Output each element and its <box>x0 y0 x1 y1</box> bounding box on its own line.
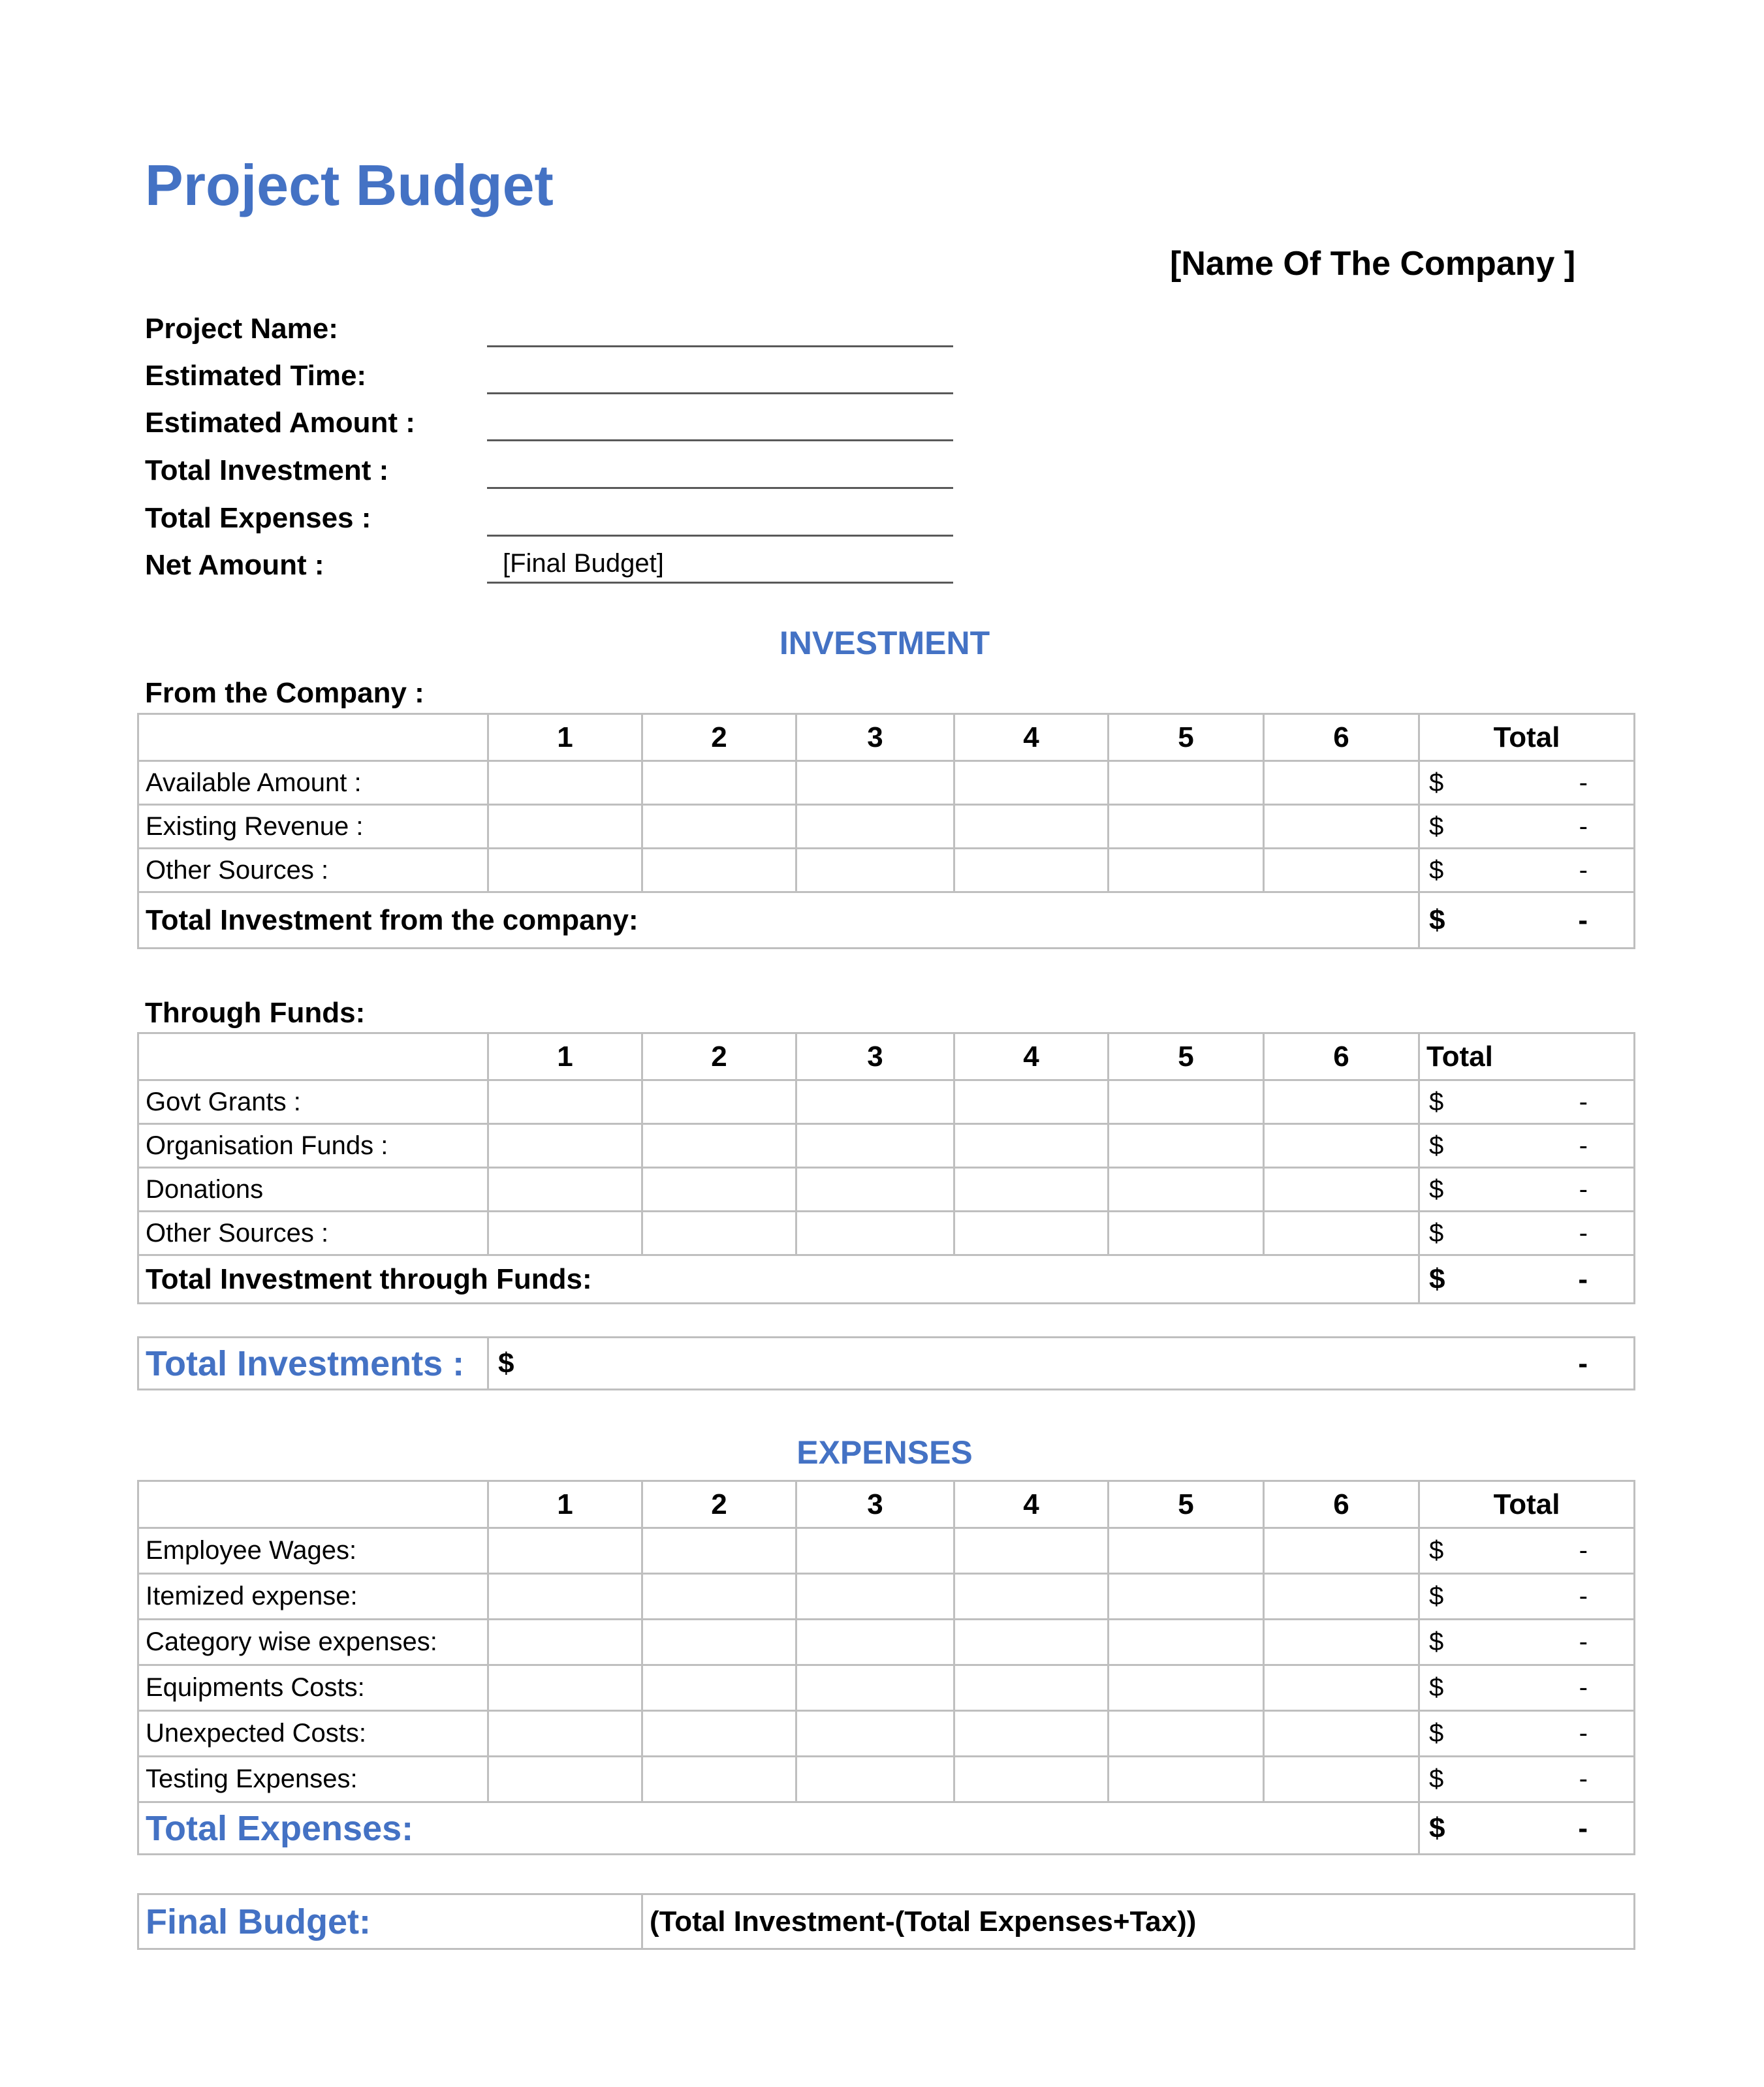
input-cell[interactable] <box>954 1124 1109 1168</box>
input-cell[interactable] <box>488 805 642 849</box>
row-total-cell <box>1419 849 1635 892</box>
total-investments-value: - <box>1578 1347 1588 1379</box>
input-cell[interactable] <box>1264 1212 1419 1255</box>
row-total-cell <box>1419 1080 1635 1124</box>
column-header-total: Total <box>1419 1033 1635 1080</box>
input-cell[interactable] <box>488 849 642 892</box>
input-cell[interactable] <box>1264 1528 1419 1574</box>
row-label: Equipments Costs: <box>138 1665 488 1711</box>
table-row <box>138 1528 1635 1574</box>
input-cell[interactable] <box>488 1665 642 1711</box>
expenses-table <box>137 1480 1635 1855</box>
row-total-value: - <box>1579 1174 1588 1204</box>
input-cell[interactable] <box>954 1080 1109 1124</box>
input-cell[interactable] <box>488 1080 642 1124</box>
currency-symbol: $ <box>1429 855 1444 885</box>
row-total-value: - <box>1579 1218 1588 1247</box>
input-cell[interactable] <box>796 1528 954 1574</box>
row-total-cell <box>1419 1620 1635 1665</box>
input-cell[interactable] <box>488 1168 642 1212</box>
input-cell[interactable] <box>1264 1757 1419 1802</box>
input-cell[interactable] <box>954 1168 1109 1212</box>
total-investments-label: Total Investments : <box>138 1338 488 1390</box>
input-cell[interactable] <box>642 805 796 849</box>
total-value: - <box>1578 1812 1588 1844</box>
net-amount-value[interactable]: [Final Budget] <box>503 549 664 578</box>
column-header-1: 1 <box>488 1481 642 1528</box>
currency-symbol: $ <box>1429 1218 1444 1247</box>
input-cell[interactable] <box>954 1528 1109 1574</box>
currency-symbol: $ <box>1429 1131 1444 1160</box>
table-row <box>138 1212 1635 1255</box>
row-label: Itemized expense: <box>138 1574 488 1620</box>
currency-symbol: $ <box>1429 1087 1444 1116</box>
row-label: Other Sources : <box>138 1212 488 1255</box>
input-cell[interactable] <box>642 1665 796 1711</box>
table-row <box>138 1574 1635 1620</box>
row-label: Donations <box>138 1168 488 1212</box>
input-cell[interactable] <box>796 1757 954 1802</box>
input-cell[interactable] <box>796 805 954 849</box>
input-cell[interactable] <box>642 849 796 892</box>
row-total-cell <box>1419 805 1635 849</box>
input-cell[interactable] <box>488 1620 642 1665</box>
final-budget-row <box>138 1894 1635 1949</box>
table-row <box>138 1757 1635 1802</box>
input-cell[interactable] <box>1264 1711 1419 1757</box>
row-total-value: - <box>1579 1719 1588 1748</box>
input-cell[interactable] <box>642 1711 796 1757</box>
input-cell[interactable] <box>488 1124 642 1168</box>
estimated-time-label: Estimated Time: <box>145 360 367 392</box>
currency-symbol: $ <box>1429 1812 1445 1844</box>
table-row <box>138 1665 1635 1711</box>
row-total-value: - <box>1579 768 1588 797</box>
total-investments-row <box>138 1338 1635 1390</box>
column-header-5: 5 <box>1109 714 1264 761</box>
input-cell[interactable] <box>954 761 1109 805</box>
input-cell[interactable] <box>488 1212 642 1255</box>
row-label: Existing Revenue : <box>138 805 488 849</box>
row-total-cell <box>1419 1124 1635 1168</box>
company-investment-table <box>137 713 1635 949</box>
row-total-cell <box>1419 1711 1635 1757</box>
row-total-cell <box>1419 761 1635 805</box>
row-label: Category wise expenses: <box>138 1620 488 1665</box>
input-cell[interactable] <box>954 1574 1109 1620</box>
input-cell[interactable] <box>954 1212 1109 1255</box>
total-investments-cell <box>488 1338 1635 1390</box>
column-header-2: 2 <box>642 1033 796 1080</box>
company-name[interactable]: [Name Of The Company ] <box>1170 245 1576 283</box>
table-row <box>138 1711 1635 1757</box>
row-total-cell <box>1419 1665 1635 1711</box>
input-cell[interactable] <box>642 1620 796 1665</box>
input-cell[interactable] <box>1264 1168 1419 1212</box>
input-cell[interactable] <box>488 1574 642 1620</box>
row-total-cell <box>1419 1168 1635 1212</box>
total-expenses-label: Total Expenses: <box>138 1802 1419 1855</box>
input-cell[interactable] <box>796 1124 954 1168</box>
input-cell[interactable] <box>1109 1711 1264 1757</box>
input-cell[interactable] <box>642 1080 796 1124</box>
input-cell[interactable] <box>488 1528 642 1574</box>
input-cell[interactable] <box>954 1711 1109 1757</box>
input-cell[interactable] <box>1264 1080 1419 1124</box>
through-funds-label: Through Funds: <box>145 997 366 1029</box>
input-cell[interactable] <box>796 1620 954 1665</box>
table-total-row <box>138 1255 1635 1304</box>
input-cell[interactable] <box>796 1711 954 1757</box>
header-blank-cell <box>138 1481 488 1528</box>
input-cell[interactable] <box>954 1665 1109 1711</box>
row-total-value: - <box>1579 1087 1588 1116</box>
input-cell[interactable] <box>1109 1665 1264 1711</box>
currency-symbol: $ <box>1429 1174 1444 1204</box>
column-header-4: 4 <box>954 714 1109 761</box>
column-header-2: 2 <box>642 714 796 761</box>
final-budget-label: Final Budget: <box>138 1894 642 1949</box>
table-total-row <box>138 1802 1635 1855</box>
table-row <box>138 805 1635 849</box>
final-budget-table <box>137 1893 1635 1950</box>
column-header-6: 6 <box>1264 1033 1419 1080</box>
row-label: Unexpected Costs: <box>138 1711 488 1757</box>
row-total-value: - <box>1579 1627 1588 1656</box>
input-cell[interactable] <box>1109 849 1264 892</box>
input-cell[interactable] <box>1109 1620 1264 1665</box>
input-cell[interactable] <box>796 1212 954 1255</box>
input-cell[interactable] <box>488 761 642 805</box>
input-cell[interactable] <box>642 1124 796 1168</box>
table-header-row <box>138 1481 1635 1528</box>
input-cell[interactable] <box>642 1757 796 1802</box>
input-cell[interactable] <box>1264 761 1419 805</box>
input-cell[interactable] <box>1109 1574 1264 1620</box>
total-investments-table <box>137 1336 1635 1390</box>
row-total-cell <box>1419 1574 1635 1620</box>
header-blank-cell <box>138 714 488 761</box>
column-header-3: 3 <box>796 1033 954 1080</box>
row-label: Available Amount : <box>138 761 488 805</box>
net-amount-field[interactable] <box>487 582 953 584</box>
total-expenses-field[interactable] <box>487 535 953 537</box>
input-cell[interactable] <box>642 1574 796 1620</box>
table-total-row <box>138 892 1635 949</box>
input-cell[interactable] <box>796 1168 954 1212</box>
table-row <box>138 1080 1635 1124</box>
total-value: - <box>1578 1263 1588 1295</box>
currency-symbol: $ <box>1429 903 1445 936</box>
final-budget-formula[interactable]: (Total Investment-(Total Expenses+Tax)) <box>642 1894 1635 1949</box>
estimated-time-field[interactable] <box>487 392 953 394</box>
input-cell[interactable] <box>488 1757 642 1802</box>
input-cell[interactable] <box>1109 1757 1264 1802</box>
input-cell[interactable] <box>1109 805 1264 849</box>
currency-symbol: $ <box>1429 1765 1444 1793</box>
row-total-cell <box>1419 1212 1635 1255</box>
row-total-value: - <box>1579 1536 1588 1565</box>
column-header-4: 4 <box>954 1033 1109 1080</box>
table-row <box>138 761 1635 805</box>
funds-investment-table <box>137 1032 1635 1304</box>
table-row <box>138 849 1635 892</box>
column-header-1: 1 <box>488 714 642 761</box>
row-total-value: - <box>1579 811 1588 841</box>
column-header-total: Total <box>1419 1481 1635 1528</box>
table-header-row <box>138 714 1635 761</box>
project-name-label: Project Name: <box>145 313 338 345</box>
input-cell[interactable] <box>1264 1124 1419 1168</box>
input-cell[interactable] <box>1264 1620 1419 1665</box>
currency-symbol: $ <box>1429 768 1444 797</box>
currency-symbol: $ <box>1429 1582 1444 1610</box>
input-cell[interactable] <box>642 1212 796 1255</box>
currency-symbol: $ <box>1429 1536 1444 1565</box>
input-cell[interactable] <box>642 1528 796 1574</box>
column-header-6: 6 <box>1264 1481 1419 1528</box>
total-label: Total Investment through Funds: <box>138 1255 1419 1304</box>
input-cell[interactable] <box>796 1080 954 1124</box>
column-header-1: 1 <box>488 1033 642 1080</box>
currency-symbol: $ <box>1429 811 1444 841</box>
row-label: Employee Wages: <box>138 1528 488 1574</box>
input-cell[interactable] <box>488 1711 642 1757</box>
total-cell <box>1419 1255 1635 1304</box>
row-label: Govt Grants : <box>138 1080 488 1124</box>
investment-heading: INVESTMENT <box>779 625 990 661</box>
input-cell[interactable] <box>642 1168 796 1212</box>
row-total-cell <box>1419 1757 1635 1802</box>
total-investment-field[interactable] <box>487 487 953 489</box>
column-header-3: 3 <box>796 714 954 761</box>
total-cell <box>1419 892 1635 949</box>
input-cell[interactable] <box>1109 1080 1264 1124</box>
column-header-6: 6 <box>1264 714 1419 761</box>
estimated-amount-field[interactable] <box>487 439 953 441</box>
row-total-value: - <box>1579 1131 1588 1160</box>
input-cell[interactable] <box>954 805 1109 849</box>
row-label: Other Sources : <box>138 849 488 892</box>
row-total-value: - <box>1579 1582 1588 1610</box>
table-row <box>138 1620 1635 1665</box>
column-header-5: 5 <box>1109 1033 1264 1080</box>
column-header-5: 5 <box>1109 1481 1264 1528</box>
currency-symbol: $ <box>1429 1263 1445 1295</box>
input-cell[interactable] <box>1109 1528 1264 1574</box>
table-row <box>138 1124 1635 1168</box>
input-cell[interactable] <box>796 849 954 892</box>
column-header-2: 2 <box>642 1481 796 1528</box>
column-header-3: 3 <box>796 1481 954 1528</box>
net-amount-label: Net Amount : <box>145 549 324 581</box>
total-cell <box>1419 1802 1635 1855</box>
estimated-amount-label: Estimated Amount : <box>145 407 415 439</box>
input-cell[interactable] <box>796 1574 954 1620</box>
input-cell[interactable] <box>1109 761 1264 805</box>
total-expenses-label: Total Expenses : <box>145 502 371 534</box>
input-cell[interactable] <box>1109 1168 1264 1212</box>
currency-symbol: $ <box>1429 1627 1444 1656</box>
input-cell[interactable] <box>1264 1574 1419 1620</box>
row-total-value: - <box>1579 855 1588 885</box>
input-cell[interactable] <box>1264 805 1419 849</box>
input-cell[interactable] <box>796 761 954 805</box>
currency-symbol: $ <box>1429 1719 1444 1748</box>
row-total-value: - <box>1579 1673 1588 1702</box>
input-cell[interactable] <box>796 1665 954 1711</box>
input-cell[interactable] <box>954 849 1109 892</box>
input-cell[interactable] <box>1264 1665 1419 1711</box>
row-total-value: - <box>1579 1765 1588 1793</box>
from-company-label: From the Company : <box>145 677 424 709</box>
column-header-4: 4 <box>954 1481 1109 1528</box>
project-name-field[interactable] <box>487 345 953 347</box>
header-blank-cell <box>138 1033 488 1080</box>
row-label: Organisation Funds : <box>138 1124 488 1168</box>
input-cell[interactable] <box>1109 1212 1264 1255</box>
column-header-total: Total <box>1419 714 1635 761</box>
input-cell[interactable] <box>954 1757 1109 1802</box>
input-cell[interactable] <box>1264 849 1419 892</box>
input-cell[interactable] <box>642 761 796 805</box>
currency-symbol: $ <box>498 1347 514 1379</box>
expenses-heading: EXPENSES <box>796 1434 973 1471</box>
input-cell[interactable] <box>954 1620 1109 1665</box>
page-title: Project Budget <box>145 153 554 217</box>
total-investment-label: Total Investment : <box>145 454 389 486</box>
total-label: Total Investment from the company: <box>138 892 1419 949</box>
currency-symbol: $ <box>1429 1673 1444 1702</box>
table-row <box>138 1168 1635 1212</box>
row-total-cell <box>1419 1528 1635 1574</box>
table-header-row <box>138 1033 1635 1080</box>
total-value: - <box>1578 903 1588 936</box>
input-cell[interactable] <box>1109 1124 1264 1168</box>
row-label: Testing Expenses: <box>138 1757 488 1802</box>
